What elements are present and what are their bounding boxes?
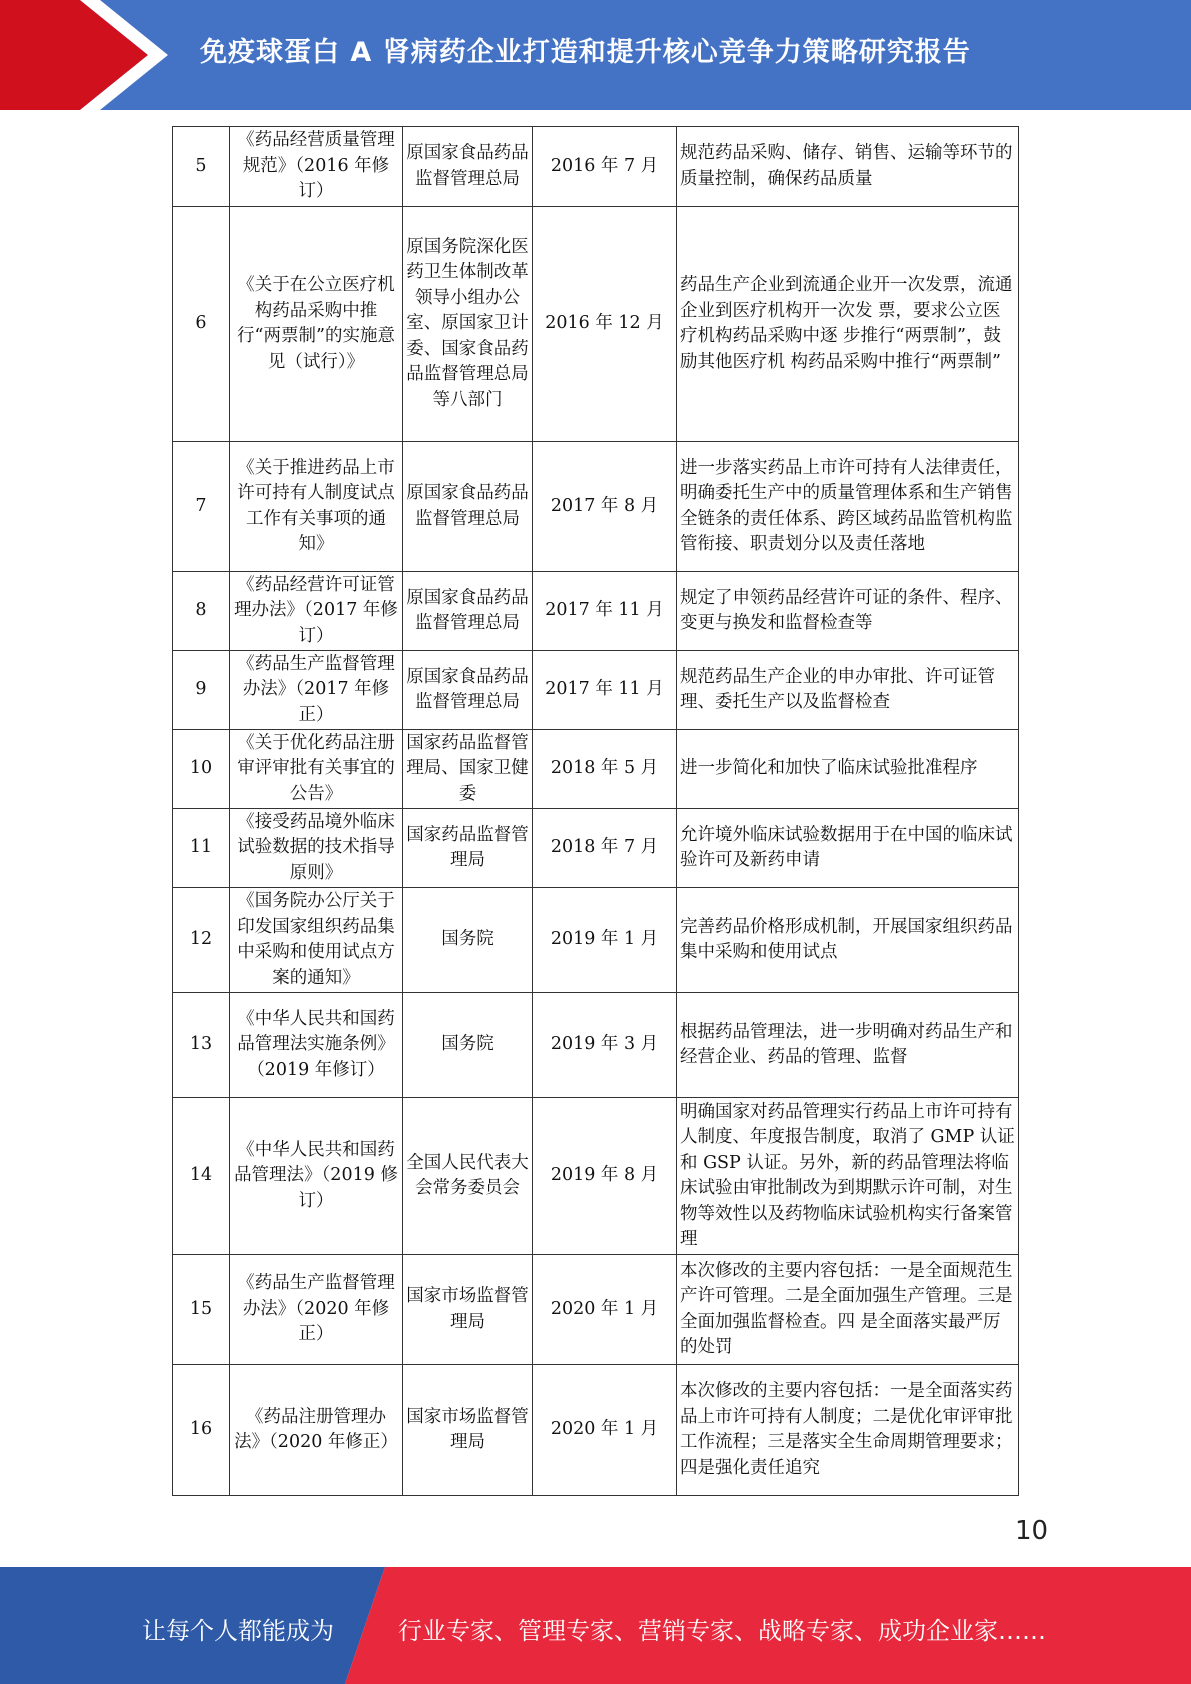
- document-name-cell: 《中华人民共和国药品管理法实施条例》（2019 年修订）: [230, 993, 403, 1098]
- footer-slogan-left: 让每个人都能成为: [142, 1617, 334, 1645]
- issue-date-cell: 2016 年 12 月: [533, 207, 677, 442]
- issue-date-cell: 2019 年 8 月: [533, 1098, 677, 1255]
- row-number-cell: 5: [173, 127, 230, 207]
- description-cell: 药品生产企业到流通企业开一次发票，流通企业到医疗机构开一次发 票，要求公立医疗机构药品采购中逐 步推行“两票制”，鼓励其他医疗机 构药品采购中推行“两票制”: [677, 207, 1019, 442]
- page-footer: [0, 1567, 1191, 1684]
- page-header: [0, 0, 1191, 110]
- issue-date-cell: 2020 年 1 月: [533, 1365, 677, 1496]
- page-number: 10: [1015, 1516, 1049, 1546]
- issuing-organization-cell: 国家药品监督管理局: [403, 809, 533, 888]
- document-name-cell: 《中华人民共和国药品管理法》（2019 修订）: [230, 1098, 403, 1255]
- policy-table: [172, 126, 1019, 1496]
- issue-date-cell: 2019 年 3 月: [533, 993, 677, 1098]
- document-name-cell: 《接受药品境外临床试验数据的技术指导原则》: [230, 809, 403, 888]
- issuing-organization-cell: 原国家食品药品监督管理总局: [403, 442, 533, 572]
- table-row: [173, 207, 1019, 442]
- row-number-cell: 13: [173, 993, 230, 1098]
- document-name-cell: 《药品生产监督管理办法》（2020 年修正）: [230, 1255, 403, 1365]
- description-cell: 明确国家对药品管理实行药品上市许可持有人制度、年度报告制度，取消了 GMP 认证和 GSP 认证。另外，新的药品管理法将临床试验由审批制改为到期默示许可制，对生物等效性以及药物临床试验机构实行备案管理: [677, 1098, 1019, 1255]
- table-row: [173, 572, 1019, 651]
- table-row: [173, 1098, 1019, 1255]
- issue-date-cell: 2017 年 8 月: [533, 442, 677, 572]
- issue-date-cell: 2016 年 7 月: [533, 127, 677, 207]
- description-cell: 规范药品生产企业的申办审批、许可证管理、委托生产以及监督检查: [677, 651, 1019, 730]
- issue-date-cell: 2018 年 5 月: [533, 730, 677, 809]
- issue-date-cell: 2019 年 1 月: [533, 888, 677, 993]
- row-number-cell: 16: [173, 1365, 230, 1496]
- issuing-organization-cell: 国家市场监督管理局: [403, 1255, 533, 1365]
- row-number-cell: 10: [173, 730, 230, 809]
- header-red-chevron: [0, 0, 148, 110]
- report-title: 免疫球蛋白 A 肾病药企业打造和提升核心竞争力策略研究报告: [200, 37, 971, 68]
- row-number-cell: 11: [173, 809, 230, 888]
- table-row: [173, 809, 1019, 888]
- row-number-cell: 9: [173, 651, 230, 730]
- description-cell: 规范药品采购、储存、销售、运输等环节的质量控制，确保药品质量: [677, 127, 1019, 207]
- footer-slogan-right: 行业专家、管理专家、营销专家、战略专家、成功企业家……: [398, 1617, 1046, 1645]
- document-name-cell: 《药品注册管理办法》（2020 年修正）: [230, 1365, 403, 1496]
- table-row: [173, 127, 1019, 207]
- description-cell: 本次修改的主要内容包括：一是全面落实药品上市许可持有人制度；二是优化审评审批工作流程；三是落实全生命周期管理要求；四是强化责任追究: [677, 1365, 1019, 1496]
- description-cell: 进一步简化和加快了临床试验批准程序: [677, 730, 1019, 809]
- issuing-organization-cell: 原国务院深化医药卫生体制改革领导小组办公室、原国家卫计委、国家食品药品监督管理总局等八部门: [403, 207, 533, 442]
- table-row: [173, 1255, 1019, 1365]
- description-cell: 根据药品管理法，进一步明确对药品生产和经营企业、药品的管理、监督: [677, 993, 1019, 1098]
- row-number-cell: 14: [173, 1098, 230, 1255]
- issue-date-cell: 2017 年 11 月: [533, 572, 677, 651]
- table-row: [173, 888, 1019, 993]
- row-number-cell: 7: [173, 442, 230, 572]
- table-row: [173, 1365, 1019, 1496]
- row-number-cell: 12: [173, 888, 230, 993]
- document-name-cell: 《药品经营许可证管理办法》（2017 年修订）: [230, 572, 403, 651]
- issuing-organization-cell: 原国家食品药品监督管理总局: [403, 651, 533, 730]
- row-number-cell: 8: [173, 572, 230, 651]
- issuing-organization-cell: 原国家食品药品监督管理总局: [403, 572, 533, 651]
- document-name-cell: 《关于优化药品注册审评审批有关事宜的公告》: [230, 730, 403, 809]
- policy-table-wrapper: [172, 126, 1019, 1496]
- policy-table-body: [173, 127, 1019, 1496]
- description-cell: 完善药品价格形成机制，开展国家组织药品集中采购和使用试点: [677, 888, 1019, 993]
- table-row: [173, 730, 1019, 809]
- description-cell: 规定了申领药品经营许可证的条件、程序、变更与换发和监督检查等: [677, 572, 1019, 651]
- table-row: [173, 993, 1019, 1098]
- issuing-organization-cell: 国家药品监督管理局、国家卫健委: [403, 730, 533, 809]
- issue-date-cell: 2018 年 7 月: [533, 809, 677, 888]
- row-number-cell: 6: [173, 207, 230, 442]
- row-number-cell: 15: [173, 1255, 230, 1365]
- table-row: [173, 651, 1019, 730]
- issue-date-cell: 2017 年 11 月: [533, 651, 677, 730]
- issuing-organization-cell: 原国家食品药品监督管理总局: [403, 127, 533, 207]
- description-cell: 允许境外临床试验数据用于在中国的临床试验许可及新药申请: [677, 809, 1019, 888]
- issuing-organization-cell: 国务院: [403, 993, 533, 1098]
- issue-date-cell: 2020 年 1 月: [533, 1255, 677, 1365]
- description-cell: 本次修改的主要内容包括：一是全面规范生产许可管理。二是全面加强生产管理。三是全面加强监督检查。四 是全面落实最严厉的处罚: [677, 1255, 1019, 1365]
- issuing-organization-cell: 全国人民代表大会常务委员会: [403, 1098, 533, 1255]
- issuing-organization-cell: 国务院: [403, 888, 533, 993]
- document-name-cell: 《国务院办公厅关于印发国家组织药品集中采购和使用试点方案的通知》: [230, 888, 403, 993]
- document-name-cell: 《药品经营质量管理规范》（2016 年修订）: [230, 127, 403, 207]
- description-cell: 进一步落实药品上市许可持有人法律责任，明确委托生产中的质量管理体系和生产销售全链条的责任体系、跨区域药品监管机构监管衔接、职责划分以及责任落地: [677, 442, 1019, 572]
- issuing-organization-cell: 国家市场监督管理局: [403, 1365, 533, 1496]
- document-name-cell: 《关于在公立医疗机构药品采购中推行“两票制”的实施意见（试行）》: [230, 207, 403, 442]
- document-name-cell: 《药品生产监督管理办法》（2017 年修正）: [230, 651, 403, 730]
- document-name-cell: 《关于推进药品上市许可持有人制度试点工作有关事项的通知》: [230, 442, 403, 572]
- table-row: [173, 442, 1019, 572]
